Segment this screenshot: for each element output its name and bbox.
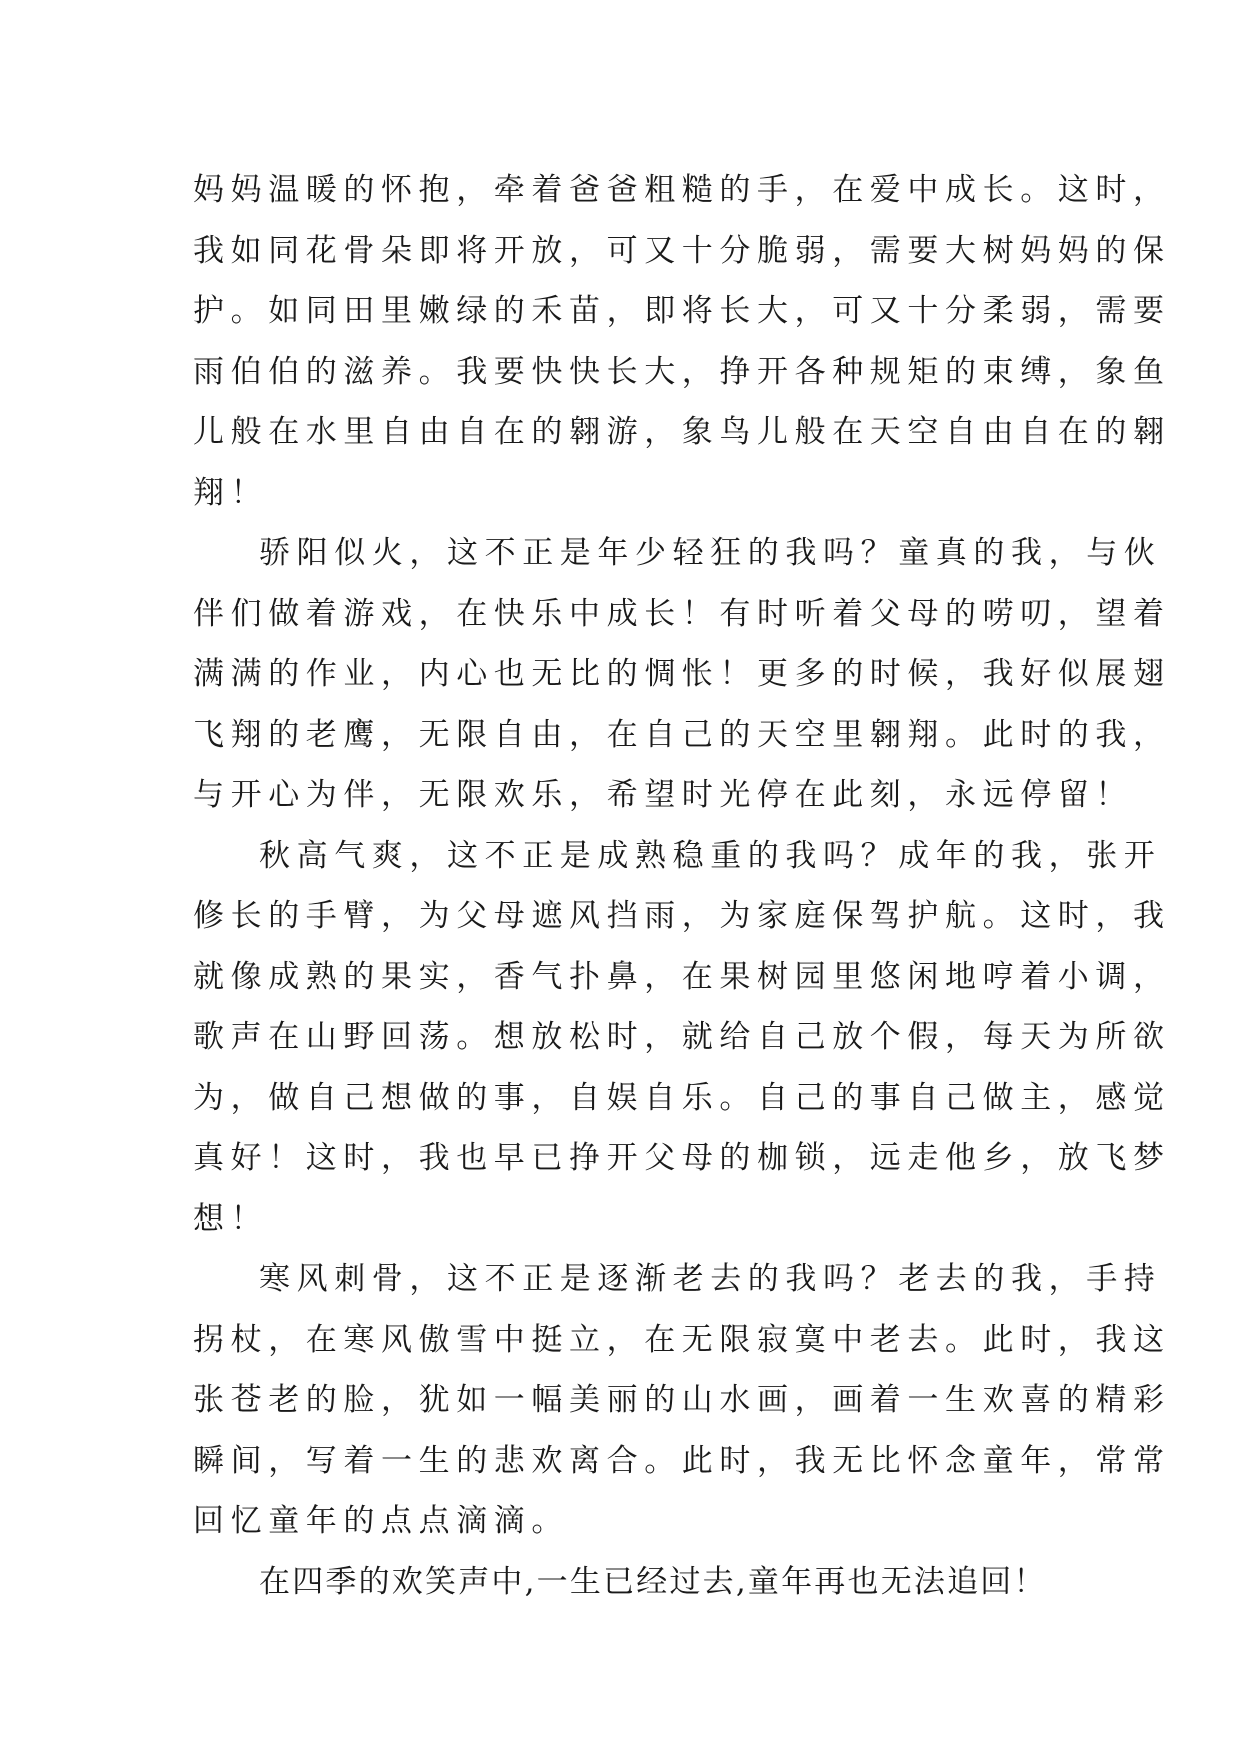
text-line: 伴们做着游戏，在快乐中成长！有时听着父母的唠叨，望着	[193, 595, 1171, 632]
paragraph-start-line: 寒风刺骨，这不正是逐渐老去的我吗？老去的我，手持	[259, 1261, 1162, 1297]
text-line: 雨伯伯的滋养。我要快快长大，挣开各种规矩的束缚，象鱼	[193, 353, 1171, 390]
text-line: 拐杖，在寒风傲雪中挺立，在无限寂寞中老去。此时，我这	[193, 1321, 1171, 1358]
text-line: 真好！这时，我也早已挣开父母的枷锁，远走他乡，放飞梦	[193, 1140, 1171, 1176]
paragraph-start-line: 骄阳似火，这不正是年少轻狂的我吗？童真的我，与伙	[259, 535, 1162, 571]
text-line: 满满的作业，内心也无比的惆怅！更多的时候，我好似展翅	[193, 656, 1171, 692]
text-line: 与开心为伴，无限欢乐，希望时光停在此刻，永远停留！	[193, 777, 1133, 813]
text-line: 张苍老的脸，犹如一幅美丽的山水画，画着一生欢喜的精彩	[193, 1382, 1171, 1418]
essay-body	[193, 160, 1171, 1612]
text-line: 飞翔的老鹰，无限自由，在自己的天空里翱翔。此时的我，	[193, 716, 1171, 753]
text-line: 儿般在水里自由自在的翱游，象鸟儿般在天空自由自在的翱	[193, 414, 1171, 450]
text-line: 修长的手臂，为父母遮风挡雨，为家庭保驾护航。这时，我	[193, 898, 1171, 934]
closing-line: 在四季的欢笑声中,一生已经过去,童年再也无法追回！	[259, 1563, 1047, 1600]
text-line: 想！	[193, 1200, 269, 1237]
text-line: 我如同花骨朵即将开放，可又十分脆弱，需要大树妈妈的保	[193, 232, 1171, 269]
text-line: 为，做自己想做的事，自娱自乐。自己的事自己做主，感觉	[193, 1079, 1171, 1116]
text-line: 就像成熟的果实，香气扑鼻，在果树园里悠闲地哼着小调，	[193, 958, 1171, 995]
text-line: 瞬间，写着一生的悲欢离合。此时，我无比怀念童年，常常	[193, 1442, 1171, 1479]
text-line: 妈妈温暖的怀抱，牵着爸爸粗糙的手，在爱中成长。这时，	[193, 172, 1171, 208]
text-line: 翔！	[193, 474, 269, 511]
text-line: 歌声在山野回荡。想放松时，就给自己放个假，每天为所欲	[193, 1019, 1171, 1055]
text-line: 回忆童年的点点滴滴。	[193, 1503, 569, 1539]
text-line: 护。如同田里嫩绿的禾苗，即将长大，可又十分柔弱，需要	[193, 293, 1171, 329]
paragraph-start-line: 秋高气爽，这不正是成熟稳重的我吗？成年的我，张开	[259, 837, 1162, 874]
